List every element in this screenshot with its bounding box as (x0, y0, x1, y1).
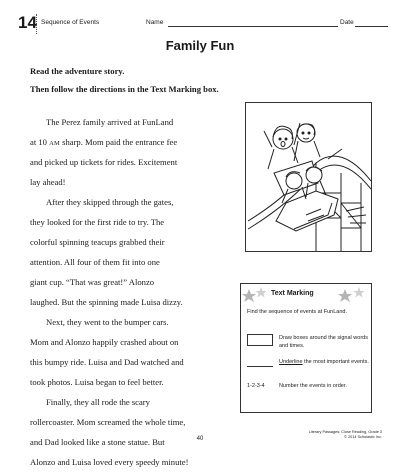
footer-page-number: 40 (196, 436, 204, 442)
story-line: The Perez family arrived at FunLand (46, 117, 174, 127)
story-text (30, 112, 245, 472)
story-line: rollercoaster. Mom screamed the whole time, (30, 417, 186, 427)
marking-number-instruction: Number the events in order. (279, 383, 347, 389)
story-line: at 10 AM sharp. Mom paid the entrance fee (30, 137, 178, 147)
header-divider (36, 14, 37, 34)
marking-row-underline (247, 358, 369, 376)
rollercoaster-drawing (246, 103, 371, 251)
marking-box-instruction: Draw boxes around the signal words and times. (279, 335, 368, 349)
story-line: this bumpy ride. Luisa and Dad watched and (30, 357, 184, 367)
story-line: colorful spinning teacups grabbed their (30, 237, 165, 247)
story-line: Mom and Alonzo happily crashed about on (30, 337, 179, 347)
instruction-line-2: Then follow the directions in the Text Marking box. (30, 84, 219, 94)
text-marking-box (240, 283, 372, 413)
name-field[interactable] (168, 26, 338, 27)
marking-row-numbers (247, 382, 369, 400)
marking-row-box (247, 334, 369, 352)
text-marking-intro: Find the sequence of events at FunLand. (247, 309, 347, 315)
star-icon (242, 289, 256, 302)
rollercoaster-illustration (245, 102, 372, 252)
story-line: laughed. But the spinning made Luisa dizzy. (30, 297, 183, 307)
footer-credit: Literary Passages: Close Reading, Grade 3 © 2014 Scholastic Inc. (308, 430, 382, 439)
page-title: Family Fun (165, 38, 235, 53)
story-line: and picked up tickets for rides. Excitement (30, 157, 178, 167)
story-line: Next, they went to the bumper cars. (46, 317, 169, 327)
section-label: Sequence of Events (41, 19, 100, 26)
text-marking-header (241, 284, 371, 306)
story-line: giant cup. “That was great!” Alonzo (30, 277, 155, 287)
page-number: 14 (18, 13, 37, 32)
star-icon (354, 287, 365, 298)
story-line: and Dad looked like a stone statue. But (30, 437, 165, 447)
story-line: lay ahead! (30, 177, 66, 187)
worksheet-header (18, 14, 386, 32)
underline-symbol-icon (247, 366, 273, 367)
story-line: After they skipped through the gates, (46, 197, 174, 207)
name-label: Name (146, 19, 164, 26)
text-marking-title: Text Marking (271, 290, 314, 297)
instruction-line-1: Read the adventure story. (30, 66, 125, 76)
story-line: they looked for the first ride to try. The (30, 217, 165, 227)
story-line: attention. All four of them fit into one (30, 257, 160, 267)
star-icon (338, 289, 352, 302)
star-icon (256, 287, 267, 298)
story-line: Alonzo and Luisa loved every speedy minute! (30, 457, 189, 467)
box-symbol-icon (247, 334, 273, 346)
marking-underline-instruction: Underline the most important events. (279, 359, 369, 365)
number-symbol: 1-2-3-4 (247, 383, 265, 389)
date-label: Date (340, 19, 354, 26)
story-line: Finally, they all rode the scary (46, 397, 150, 407)
date-field[interactable] (355, 26, 388, 27)
story-line: took photos. Luisa began to feel better. (30, 377, 164, 387)
